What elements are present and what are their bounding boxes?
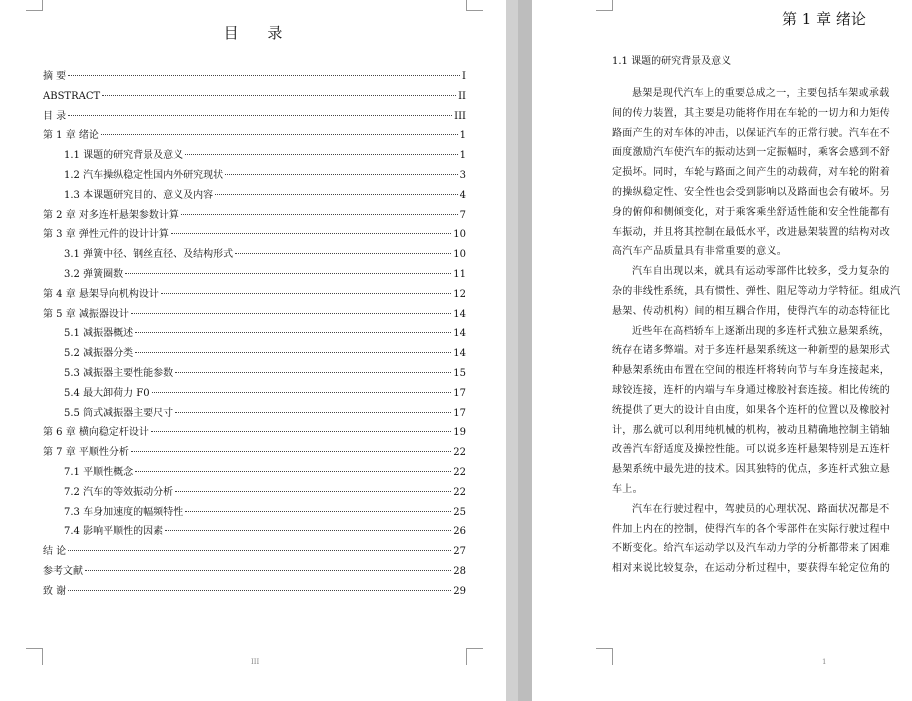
toc-leader-dots [68,550,451,551]
toc-entry-text: 3.2 弹簧圈数 [64,269,124,280]
body-line: 统存在诸多弊端。对于多连杆悬架系统这一种新型的悬架形式 [612,345,891,357]
toc-entry-page: 14 [453,308,466,320]
toc-entry-text: 第 2 章 对多连杆悬架参数计算 [43,209,179,221]
toc-entry-text: 3.1 弹簧中径、钢丝直径、及结构形式 [64,249,234,261]
body-line: 身的俯仰和侧倾变化，对于乘客乘坐舒适性能和安全性能都有 [612,206,891,218]
body-line: 种悬架系统由布置在空间的根连杆将转向节与车身连接起来， [612,365,891,377]
body-line: 悬架是现代汽车上的重要总成之一，主要包括车架或承载 [632,88,890,99]
toc-entry-text: 1.2 汽车操纵稳定性国内外研究现状 [64,170,224,181]
toc-entry[interactable] [43,69,466,85]
toc-leader-dots [85,570,451,571]
toc-entry[interactable] [43,544,466,560]
toc-entry-page: 7 [459,209,466,221]
crop-mark [596,648,613,665]
toc-leader-dots [68,75,460,76]
toc-entry-page: 11 [453,269,466,280]
toc-entry[interactable] [64,505,466,521]
toc-entry-page: 17 [453,407,466,419]
toc-entry-text: 参考文献 [43,566,83,577]
toc-leader-dots [171,233,451,234]
body-line: 计，那么就可以利用纯机械的机构，被动且精确地控制主销轴 [612,424,891,436]
toc-entry[interactable] [43,425,466,441]
toc-entry-text: 目 录 [43,110,67,122]
toc-entry[interactable] [64,465,466,481]
toc-entry-page: 4 [459,189,466,201]
toc-leader-dots [135,332,451,333]
toc-entry[interactable] [64,366,466,382]
toc-entry-page: 28 [453,566,466,577]
toc-leader-dots [185,154,458,155]
toc-leader-dots [152,392,452,393]
toc-entry-page: II [458,90,466,102]
body-line: 汽车在行驶过程中，驾驶员的心理状况、路面状况都是不 [632,503,890,515]
toc-entry-text: 7.2 汽车的等效振动分析 [64,486,174,498]
toc-entry-text: 第 5 章 减振器设计 [43,308,129,320]
toc-entry[interactable] [43,109,466,125]
toc-entry[interactable] [43,584,466,600]
body-line: 汽车自出现以来，就具有运动零部件比较多，受力复杂的 [632,266,890,278]
toc-entry-page: 14 [453,348,466,360]
toc-entry-text: 致 谢 [43,585,67,597]
toc-entry[interactable] [64,524,466,540]
toc-entry[interactable] [43,89,466,105]
toc-entry-page: 1 [459,130,466,142]
crop-mark [26,648,43,665]
toc-leader-dots [225,174,458,175]
toc-entry-text: 第 6 章 横向稳定杆设计 [43,427,149,439]
toc-leader-dots [135,471,451,472]
toc-leader-dots [185,511,451,512]
body-line: 的操纵稳定性、安全性也会受到影响以及路面也会有破坏。另 [612,187,891,198]
toc-entry-text: 第 1 章 绪论 [43,130,99,142]
toc-leader-dots [102,95,456,96]
body-line: 高汽车产品质量具有非常重要的意义。 [612,246,788,258]
page-number: 1 [822,658,827,666]
toc-entry-page: 19 [453,427,466,439]
body-line: 路面产生的对车体的冲击，以保证汽车的正常行驶。汽车在不 [612,127,891,139]
body-line: 近些年在高档轿车上逐渐出现的多连杆式独立悬架系统， [632,325,890,337]
toc-leader-dots [165,530,451,531]
toc-entry[interactable] [64,267,466,283]
body-line: 车上。 [612,484,643,495]
body-line: 不断变化。给汽车运动学以及汽车动力学的分析都带来了困难 [612,543,891,555]
body-line: 杂的非线性系统，具有惯性、弹性、阻尼等动力学特征。组成汽 [612,286,901,297]
toc-entry-text: 第 3 章 弹性元件的设计计算 [43,229,169,241]
chapter-page [532,0,912,701]
toc-entry[interactable] [64,168,466,184]
body-line: 面度激励汽车使汽车的振动达到一定振幅时，乘客会感到不舒 [612,147,891,159]
toc-entry-text: 7.4 影响平顺性的因素 [64,526,164,538]
body-line: 间的传力装置，其主要是功能将作用在车轮的一切力和力矩传 [612,107,891,119]
body-line: 相对来说比较复杂，在运动分析过程中，要获得车轮定位角的 [612,563,891,575]
toc-leader-dots [215,194,458,195]
body-line: 改善汽车舒适度及操控性能。可以说多连杆悬架特别是五连杆 [612,444,891,456]
chapter-title: 第 1 章 绪论 [782,10,866,28]
toc-entry-page: 27 [453,546,466,558]
toc-entry-page: 14 [453,328,466,340]
toc-entry-page: 12 [453,288,466,300]
toc-leader-dots [101,134,458,135]
section-title: 1.1 课题的研究背景及意义 [612,56,732,67]
toc-leader-dots [181,214,458,215]
toc-entry-page: III [454,110,466,122]
body-line: 车振动，并且将其控制在最低水平，改进悬架装置的结构对改 [612,226,891,238]
toc-leader-dots [125,273,451,274]
toc-entry-page: I [462,71,466,82]
toc-entry-page: 1 [459,150,466,162]
toc-entry-page: 26 [453,526,466,538]
toc-entry-text: 第 7 章 平顺性分析 [43,447,129,459]
toc-entry-text: 1.1 课题的研究背景及意义 [64,150,184,162]
toc-entry-text: 第 4 章 悬架导向机构设计 [43,288,159,300]
toc-entry-text: 5.5 筒式减振器主要尺寸 [64,407,174,419]
toc-entry[interactable] [64,406,466,422]
toc-entry-page: 22 [453,486,466,498]
toc-entry-text: 1.3 本课题研究目的、意义及内容 [64,189,214,201]
toc-entry-text: 5.4 最大卸荷力 F0 [64,387,150,399]
toc-leader-dots [151,431,451,432]
toc-entry[interactable] [64,188,466,204]
toc-leader-dots [175,491,451,492]
toc-leader-dots [68,590,451,591]
page-number: III [251,658,260,666]
toc-leader-dots [175,372,451,373]
toc-entry-page: 22 [453,467,466,478]
toc-entry-page: 29 [453,585,466,597]
toc-leader-dots [131,313,451,314]
crop-mark [26,0,43,11]
toc-entry[interactable] [64,326,466,342]
toc-entry[interactable] [64,247,466,263]
body-line: 悬架、传动机构）间的相互耦合作用，使得汽车的动态特征比 [612,305,891,317]
body-line: 定损坏。同时，车轮与路面之间产生的动载荷，对车轮的附着 [612,167,891,179]
toc-entry-text: 7.1 平顺性概念 [64,467,134,478]
toc-leader-dots [68,115,452,116]
body-line: 球铰连接，连杆的内端与车身通过橡胶衬套连接。相比传统的 [612,385,891,396]
toc-entry[interactable] [43,564,466,580]
toc-entry-text: ABSTRACT [43,90,101,102]
toc-entry-text: 7.3 车身加速度的幅频特性 [64,506,184,518]
toc-entry[interactable] [43,128,466,144]
toc-entry-text: 5.1 减振器概述 [64,328,134,340]
toc-entry-text: 5.2 减振器分类 [64,348,134,360]
crop-mark [466,648,483,665]
toc-entry-page: 10 [453,249,466,261]
body-line: 件加上内在的控制，使得汽车的各个零部件在实际行驶过程中 [612,523,891,535]
toc-leader-dots [175,412,451,413]
toc-title: 目 录 [223,24,295,42]
toc-entry[interactable] [64,386,466,402]
toc-entry[interactable] [64,485,466,501]
toc-entry-page: 3 [459,170,466,181]
toc-entry[interactable] [43,287,466,303]
crop-mark [466,0,483,11]
toc-entry[interactable] [64,346,466,362]
toc-entry-page: 22 [453,447,466,459]
toc-entry-page: 15 [453,368,466,379]
toc-entry[interactable] [64,148,466,164]
toc-entry[interactable] [43,208,466,224]
toc-entry-page: 10 [453,229,466,241]
toc-leader-dots [135,352,451,353]
toc-entry[interactable] [43,227,466,243]
toc-entry-page: 17 [453,387,466,399]
toc-entry-text: 摘 要 [43,71,67,82]
crop-mark [596,0,613,11]
toc-entry-text: 结 论 [43,546,67,558]
page-gutter-shadow [518,0,532,701]
body-line: 悬架系统中最先进的技术。因其独特的优点，多连杆式独立悬 [612,464,891,476]
toc-entry[interactable] [43,307,466,323]
toc-leader-dots [161,293,451,294]
toc-leader-dots [131,451,451,452]
toc-entry-text: 5.3 减振器主要性能参数 [64,368,174,379]
toc-entry[interactable] [43,445,466,461]
toc-leader-dots [235,253,451,254]
toc-entry-page: 25 [453,506,466,518]
body-line: 统提供了更大的设计自由度，如果各个连杆的位置以及橡胶衬 [612,404,891,416]
